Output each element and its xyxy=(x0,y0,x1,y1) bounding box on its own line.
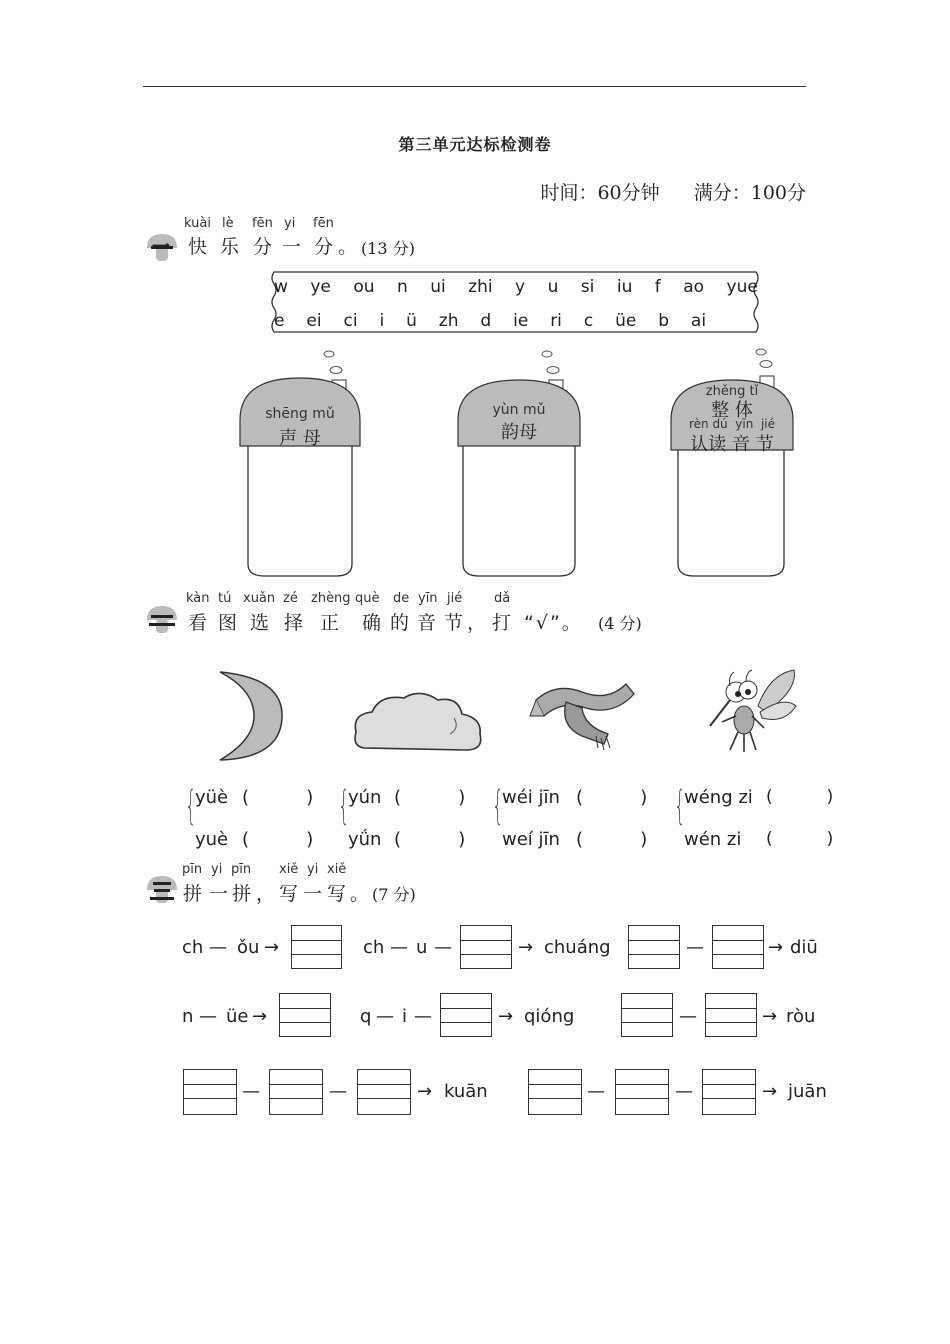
g1-top-paren[interactable]: ( ) xyxy=(242,787,314,808)
time-limit: 时间：60分钟 xyxy=(540,182,660,204)
s2-ch-3: 择 xyxy=(284,612,306,634)
s3-py-2: pīn xyxy=(231,862,252,877)
s2-ch-10: 打 xyxy=(492,612,514,634)
r1-c3: diū xyxy=(790,937,818,958)
answer-box[interactable] xyxy=(279,993,331,1037)
full-score: 满分：100分 xyxy=(693,182,806,204)
top-rule xyxy=(143,86,806,87)
letter[interactable]: n xyxy=(396,277,408,297)
g3-bottom-paren[interactable]: ( ) xyxy=(576,829,648,850)
answer-box[interactable] xyxy=(705,993,757,1037)
letter[interactable]: i xyxy=(379,311,385,331)
house-yunmu[interactable] xyxy=(455,348,583,580)
house3-label-top: 整 体 xyxy=(711,400,753,421)
s3-py-0: pīn xyxy=(182,862,203,877)
letter[interactable]: zhi xyxy=(468,277,493,297)
letter[interactable]: iu xyxy=(616,277,633,297)
g2-top-paren[interactable]: ( ) xyxy=(394,787,466,808)
page-title: 第三单元达标检测卷 xyxy=(398,135,552,154)
g1-top: yüè xyxy=(195,787,229,808)
g2-bottom: yǘn xyxy=(348,829,382,850)
dash: — xyxy=(414,1006,432,1027)
g2-bottom-paren[interactable]: ( ) xyxy=(394,829,466,850)
dash: — xyxy=(686,937,704,958)
dash: — xyxy=(587,1081,605,1102)
letters-row-1 xyxy=(274,277,758,297)
s2-py-7: yīn xyxy=(418,591,438,606)
letter[interactable]: ie xyxy=(513,311,529,331)
house3-pinyin-top: zhěng tǐ xyxy=(705,384,759,399)
house-zhengti[interactable] xyxy=(668,348,796,580)
s2-ch-9: ， xyxy=(467,612,489,634)
s3-ch-3: ， xyxy=(256,883,278,905)
g4-top: wéng zi xyxy=(684,787,753,808)
dash: — xyxy=(242,1081,260,1102)
letter[interactable]: ai xyxy=(690,311,707,331)
letter[interactable]: zh xyxy=(438,311,459,331)
answer-box[interactable] xyxy=(628,925,680,969)
house2-pinyin: yùn mǔ xyxy=(492,402,546,418)
letter[interactable]: u xyxy=(547,277,559,297)
letter[interactable]: ri xyxy=(550,311,562,331)
house1-label: 声 母 xyxy=(279,428,321,449)
s3-py-4: yi xyxy=(307,862,319,877)
arrow: → xyxy=(762,1081,778,1102)
answer-box[interactable] xyxy=(712,925,764,969)
letter[interactable]: ei xyxy=(306,311,322,331)
r2-a2: üe xyxy=(226,1006,249,1027)
g4-bottom-paren[interactable]: ( ) xyxy=(766,829,834,849)
s1-py-0: kuài xyxy=(184,216,211,231)
cloud-icon xyxy=(350,688,486,758)
letter[interactable]: ou xyxy=(353,277,375,297)
s2-py-6: de xyxy=(393,591,410,606)
s3-py-3: xiě xyxy=(279,862,299,877)
arrow: → xyxy=(252,1006,268,1027)
r1-a2: ǒu xyxy=(237,937,260,958)
letter[interactable]: b xyxy=(658,311,670,331)
house3-pinyin-bottom: rèn dú yīn jié xyxy=(688,417,776,431)
house3-label-bottom: 认读 音 节 xyxy=(690,434,774,455)
s2-py-3: zé xyxy=(283,591,298,606)
letter[interactable]: ao xyxy=(683,277,705,297)
s2-py-9: dǎ xyxy=(494,591,511,606)
answer-box[interactable] xyxy=(291,925,342,969)
s2-score: (4 分) xyxy=(598,614,642,633)
s3-ch-4: 写 xyxy=(279,883,301,905)
r2-a1: n xyxy=(182,1006,194,1027)
dash: — xyxy=(434,937,452,958)
g3-top: wéi jīn xyxy=(502,787,560,808)
s2-py-8: jié xyxy=(447,591,463,606)
scarf-icon xyxy=(526,672,638,752)
dash: — xyxy=(329,1081,347,1102)
answer-box[interactable] xyxy=(460,925,512,969)
arrow: → xyxy=(498,1006,514,1027)
s1-py-3: yi xyxy=(284,216,296,231)
s2-ch-7: 音 xyxy=(417,612,439,634)
mushroom-badge-icon xyxy=(145,604,179,636)
letter[interactable]: yue xyxy=(726,277,758,297)
r2-b3: qióng xyxy=(524,1006,575,1027)
answer-box[interactable] xyxy=(440,993,492,1037)
answer-box[interactable] xyxy=(615,1069,669,1115)
s3-ch-2: 拼 xyxy=(232,883,254,905)
r2-b2: i xyxy=(402,1006,408,1027)
g2-top: yún xyxy=(348,787,382,808)
answer-box[interactable] xyxy=(528,1069,582,1115)
s1-py-1: lè xyxy=(222,216,234,231)
s1-ch-0: 快 xyxy=(188,236,210,258)
answer-box[interactable] xyxy=(702,1069,756,1115)
g3-top-paren[interactable]: ( ) xyxy=(576,787,648,808)
s3-ch-5: 一 xyxy=(303,883,325,905)
dash: — xyxy=(679,1006,697,1027)
letter[interactable]: d xyxy=(480,311,492,331)
s3-ch-1: 一 xyxy=(209,883,231,905)
brace: { xyxy=(185,783,197,829)
brace: { xyxy=(674,783,686,829)
letter[interactable]: y xyxy=(515,277,526,297)
s1-ch-3: 一 xyxy=(282,236,304,258)
letter[interactable]: üe xyxy=(615,311,637,331)
s2-ch-0: 看 xyxy=(188,612,210,634)
r2-b1: q xyxy=(360,1006,372,1027)
s1-ch-1: 乐 xyxy=(220,236,242,258)
s2-py-0: kàn xyxy=(186,591,210,606)
s1-ch-2: 分 xyxy=(253,236,275,258)
g4-top-paren[interactable]: ( ) xyxy=(766,787,834,807)
g1-bottom: yuè xyxy=(195,829,229,850)
arrow: → xyxy=(768,937,784,958)
r1-b1: ch xyxy=(363,937,385,958)
brace: { xyxy=(338,783,350,829)
arrow: → xyxy=(417,1081,433,1102)
s2-ch-11: “√”。 xyxy=(524,612,583,634)
answer-box[interactable] xyxy=(183,1069,237,1115)
s2-ch-5: 确 xyxy=(362,612,384,634)
answer-box[interactable] xyxy=(269,1069,323,1115)
time-info xyxy=(540,178,806,205)
s2-ch-4: 正 xyxy=(320,612,342,634)
section1-number: 一 xyxy=(152,237,172,258)
g4-bottom: wén zi xyxy=(684,829,742,850)
letter[interactable]: ü xyxy=(406,311,417,331)
letter[interactable]: e xyxy=(274,311,285,331)
s3-ch-0: 拼 xyxy=(183,883,203,905)
s1-ch-5: 。 xyxy=(338,236,360,258)
s2-ch-2: 选 xyxy=(250,612,272,634)
g3-bottom: weí jīn xyxy=(502,829,560,850)
r1-b3: chuáng xyxy=(544,937,611,958)
mosquito-icon xyxy=(700,666,800,758)
s3-score: (7 分) xyxy=(372,885,416,904)
letter[interactable]: f xyxy=(654,277,661,297)
g1-bottom-paren[interactable]: ( ) xyxy=(242,829,314,850)
dash: — xyxy=(199,1006,217,1027)
answer-box[interactable] xyxy=(357,1069,411,1115)
r2-c3: ròu xyxy=(786,1006,816,1027)
s3-ch-7: 。 xyxy=(350,883,372,905)
s3-ch-6: 写 xyxy=(327,883,349,905)
s1-ch-4: 分 xyxy=(314,236,336,258)
dash: — xyxy=(675,1081,693,1102)
s3-py-1: yi xyxy=(211,862,223,877)
letter[interactable]: ci xyxy=(343,311,358,331)
s3-py-5: xiě xyxy=(327,862,347,877)
brace: { xyxy=(492,783,504,829)
s2-py-4: zhèng xyxy=(311,591,351,606)
moon-icon xyxy=(214,670,288,762)
r3-b3: juān xyxy=(788,1081,827,1102)
letter[interactable]: c xyxy=(583,311,594,331)
arrow: → xyxy=(264,937,280,958)
dash: — xyxy=(209,937,227,958)
mushroom-badge-icon xyxy=(145,874,179,906)
s1-score: (13 分) xyxy=(361,239,415,258)
s2-py-5: què xyxy=(355,591,380,606)
arrow: → xyxy=(518,937,534,958)
s1-py-2: fēn xyxy=(252,216,273,231)
s2-py-2: xuǎn xyxy=(243,591,276,606)
s2-ch-1: 图 xyxy=(218,612,240,634)
answer-box[interactable] xyxy=(621,993,673,1037)
letter[interactable]: ye xyxy=(310,277,331,297)
letter[interactable]: w xyxy=(274,277,288,297)
s2-ch-8: 节 xyxy=(444,612,466,634)
s2-py-1: tú xyxy=(218,591,232,606)
house-shengmu[interactable] xyxy=(236,348,364,580)
letters-row-2 xyxy=(274,311,758,331)
dash: — xyxy=(376,1006,394,1027)
r1-a1: ch xyxy=(182,937,204,958)
letter[interactable]: si xyxy=(580,277,595,297)
dash: — xyxy=(390,937,408,958)
s2-ch-6: 的 xyxy=(390,612,412,634)
r1-b2: u xyxy=(416,937,428,958)
house1-pinyin: shēng mǔ xyxy=(265,406,335,422)
letter[interactable]: ui xyxy=(430,277,446,297)
arrow: → xyxy=(762,1006,778,1027)
house2-label: 韵母 xyxy=(501,422,537,443)
r3-a3: kuān xyxy=(444,1081,488,1102)
s1-py-4: fēn xyxy=(313,216,334,231)
